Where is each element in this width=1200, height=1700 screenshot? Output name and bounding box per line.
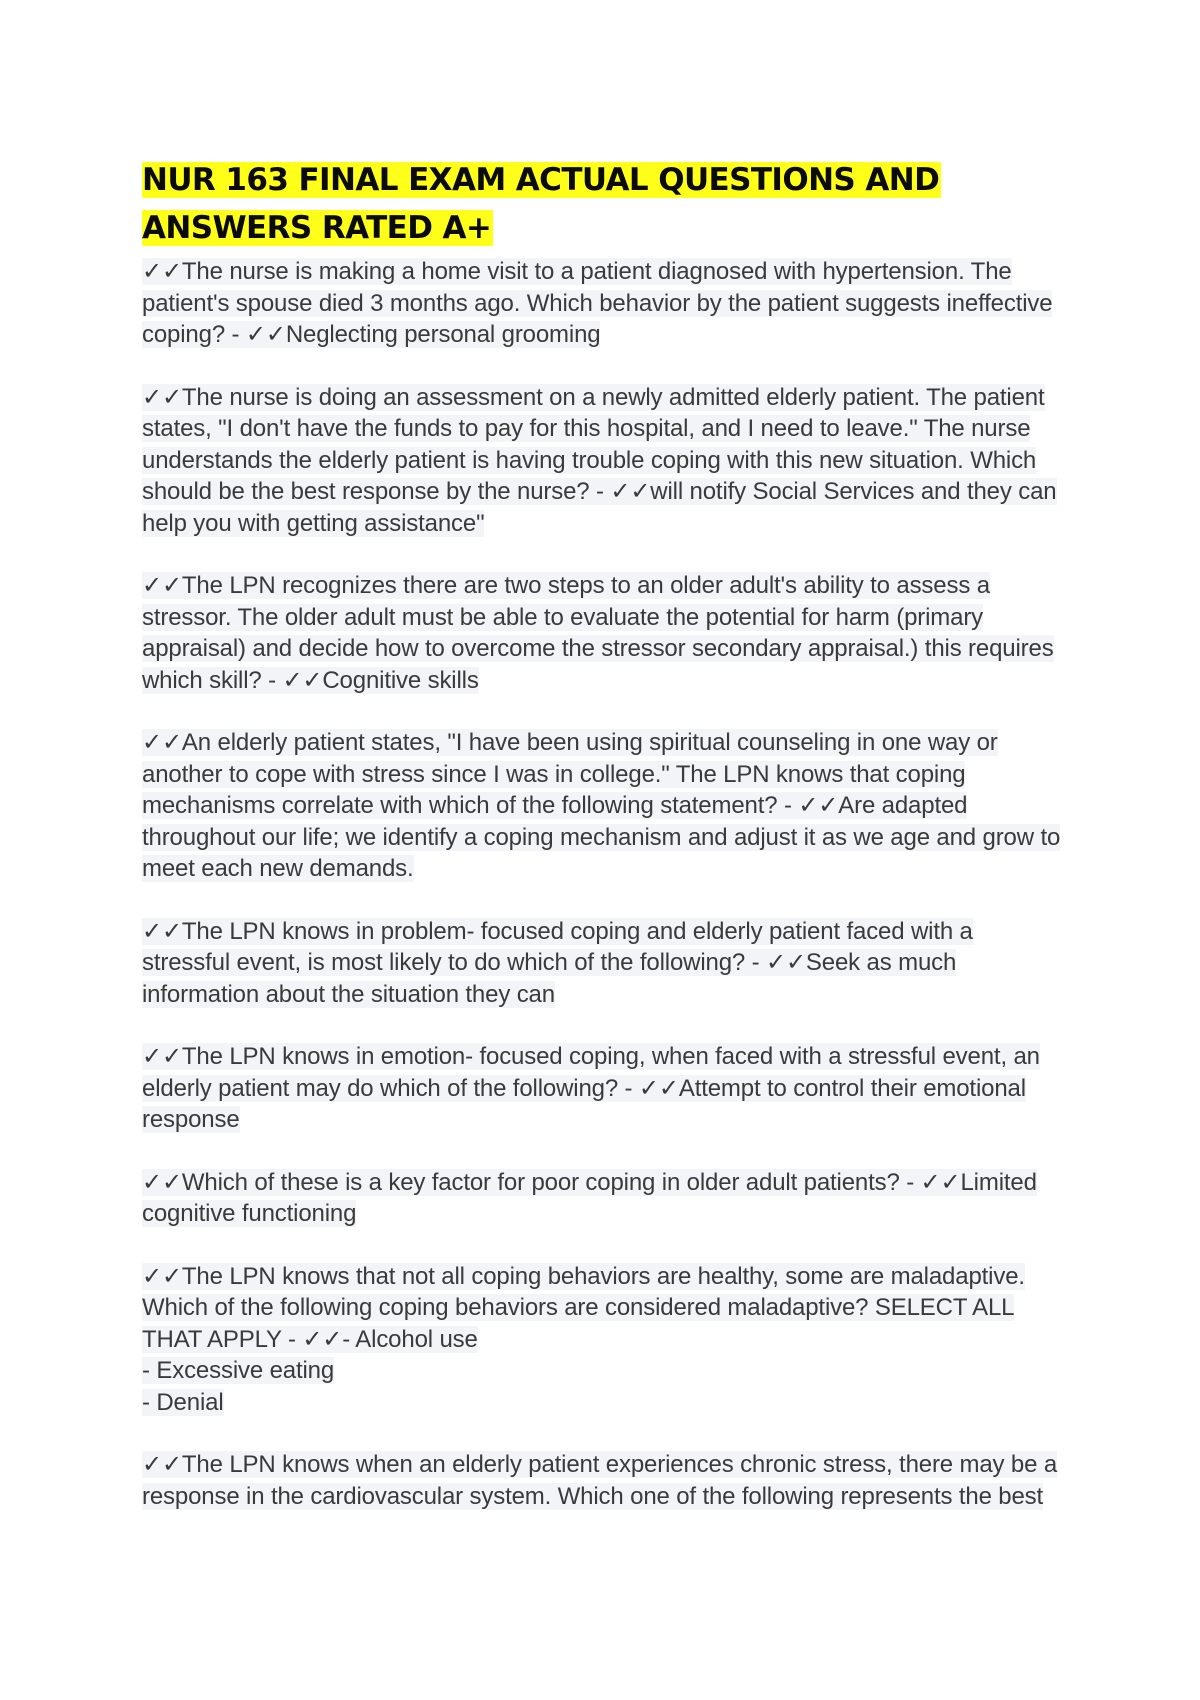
qa-item-1 (142, 256, 1062, 351)
qa-item-7 (142, 1167, 1062, 1230)
qa-item-9 (142, 1449, 1062, 1512)
qa-item-text: ✓✓The LPN knows in emotion- focused coping, when faced with a stressful event, an elderly patient may do which of the following? - ✓✓Attempt to control their emotional response (142, 1043, 1040, 1133)
qa-item-6 (142, 1041, 1062, 1136)
qa-item-text: ✓✓The LPN knows that not all coping behaviors are healthy, some are maladaptive. Which of the following coping behaviors are considered maladaptive? SELECT ALL THAT APPLY - ✓✓- Alcohol use - Excessive eating - Denial (142, 1262, 1025, 1416)
document-title-text: NUR 163 FINAL EXAM ACTUAL QUESTIONS AND ANSWERS RATED A+ (142, 162, 940, 246)
qa-item-text: ✓✓The LPN knows in problem- focused coping and elderly patient faced with a stressful event, is most likely to do which of the following? - ✓✓Seek as much information about the situation they can (142, 917, 973, 1008)
qa-item-text: ✓✓An elderly patient states, "I have been using spiritual counseling in one way or another to cope with stress since I was in college." The LPN knows that coping mechanisms correlate with which of the following statement? - ✓✓Are adapted throughout our life; we identify a coping mechanism and adjust it as we age and grow to meet each new demands. (142, 729, 1061, 882)
qa-item-5 (142, 916, 1062, 1011)
qa-item-4 (142, 727, 1062, 885)
document-title (142, 156, 1062, 252)
qa-item-text: ✓✓The nurse is making a home visit to a patient diagnosed with hypertension. The patient's spouse died 3 months ago. Which behavior by the patient suggests ineffective coping? - ✓✓Neglecting personal grooming (142, 258, 1053, 348)
qa-item-3 (142, 570, 1062, 696)
qa-item-text: ✓✓The nurse is doing an assessment on a newly admitted elderly patient. The patient states, "I don't have the funds to pay for this hospital, and I need to leave." The nurse understands the elderly patient is having trouble coping with this new situation. Which should be the best response by the nurse? - ✓✓will notify Social Services and they can help you with getting assistance" (142, 383, 1057, 537)
qa-item-text: ✓✓Which of these is a key factor for poor coping in older adult patients? - ✓✓Limited cognitive functioning (142, 1168, 1037, 1227)
qa-item-text: ✓✓The LPN recognizes there are two steps to an older adult's ability to assess a stressor. The older adult must be able to evaluate the potential for harm (primary appraisal) and decide how to overcome the stressor secondary appraisal.) this requires which skill? - ✓✓Cognitive skills (142, 572, 1054, 694)
document-content (142, 156, 1062, 1543)
qa-item-8 (142, 1261, 1062, 1419)
qa-item-2 (142, 382, 1062, 540)
qa-item-text: ✓✓The LPN knows when an elderly patient experiences chronic stress, there may be a response in the cardiovascular system. Which one of the following represents the best (142, 1451, 1058, 1510)
